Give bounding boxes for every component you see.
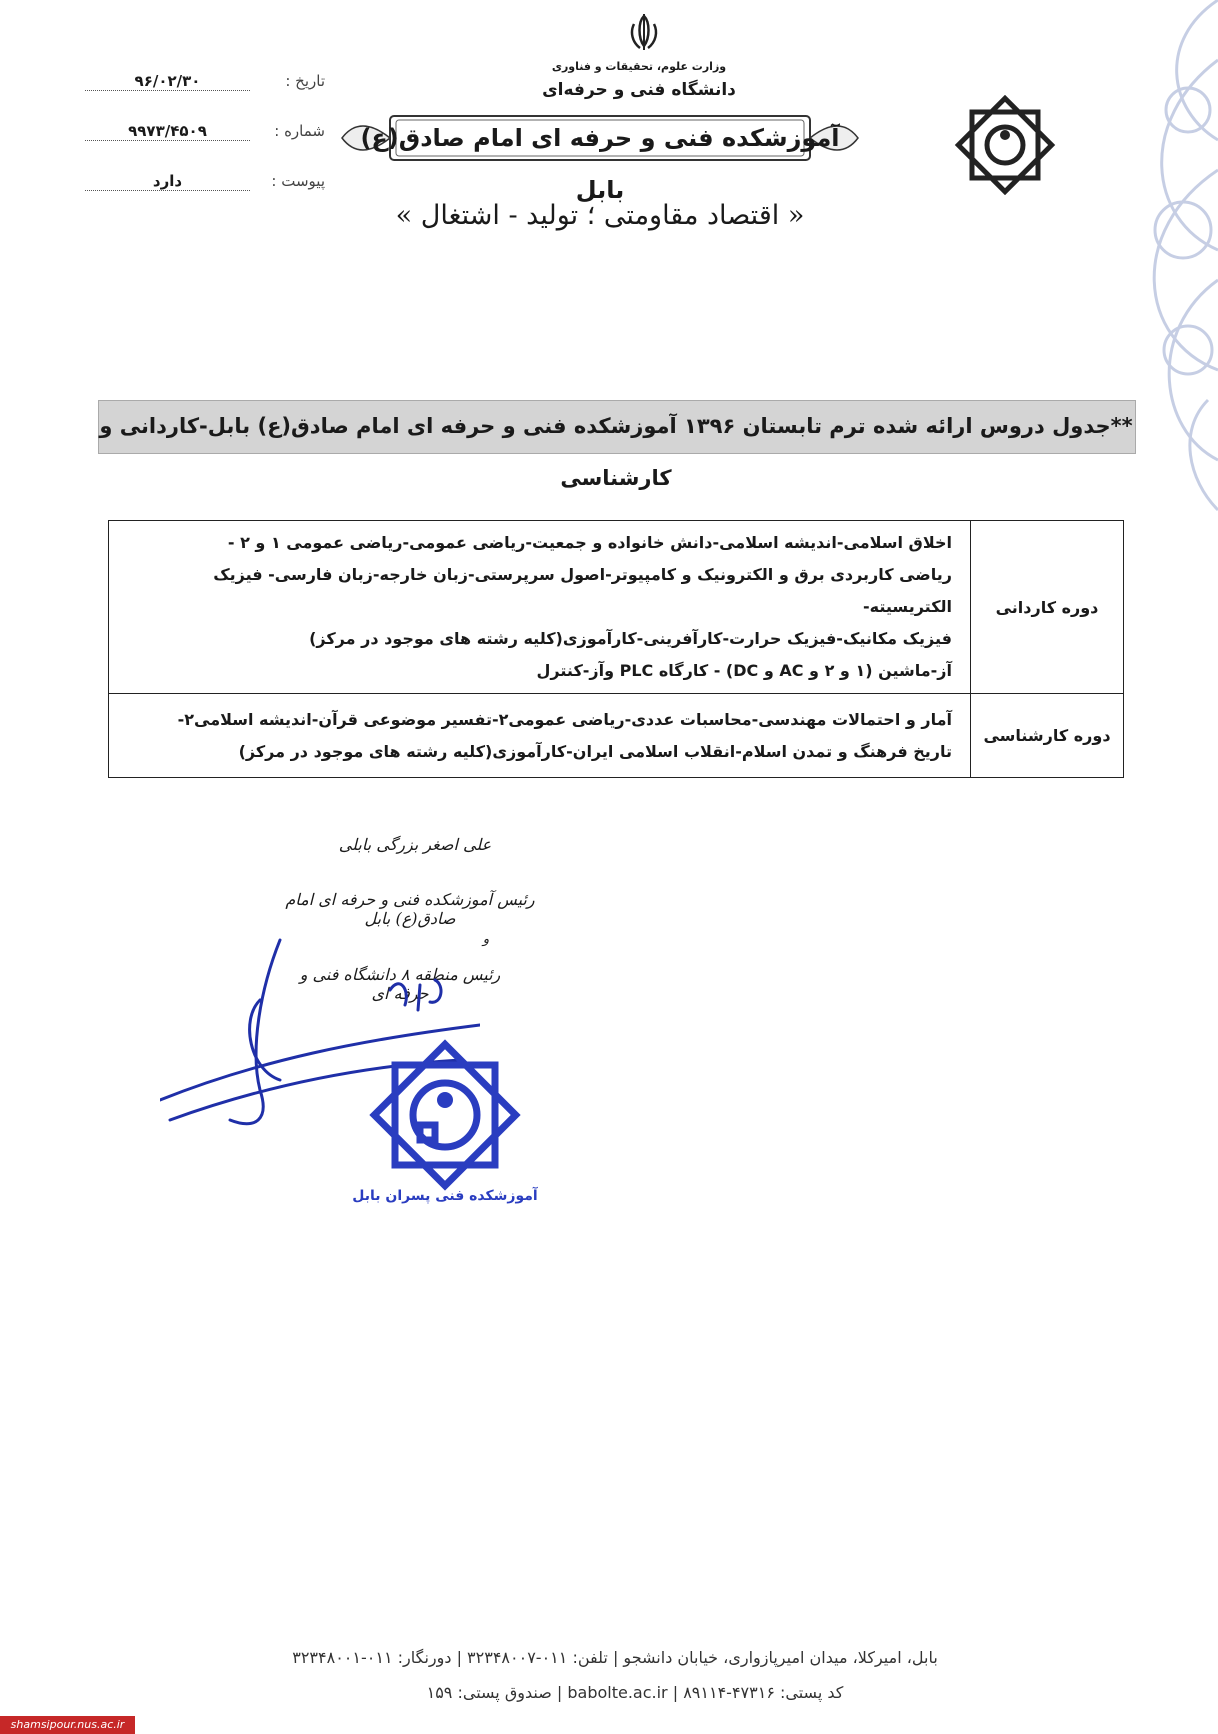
attachment-label: پیوست :	[271, 172, 325, 190]
course-line: ریاضی کاربردی برق و الکترونیک و کامپیوتر-اصول سرپرستی-زبان خارجه-زبان فارسی- فیزیک الکتریسیته-	[213, 565, 952, 616]
college-name: آموزشکده فنی و حرفه ای امام صادق(ع) بابل	[360, 124, 840, 204]
number-value: ۹۹۷۳/۴۵۰۹	[85, 122, 250, 141]
course-line: آمار و احتمالات مهندسی-محاسبات عددی-ریاضی عمومی۲-تفسیر موضوعی قرآن-اندیشه اسلامی۲-	[177, 709, 952, 729]
slogan: « اقتصاد مقاومتی ؛ تولید - اشتغال »	[395, 200, 805, 231]
number-field	[85, 122, 325, 148]
document-title: **جدول دروس ارائه شده ترم تابستان ۱۳۹۶ آموزشکده فنی و حرفه ای امام صادق(ع) بابل-کاردانی و کارشناسی	[99, 414, 1133, 490]
ministry-name: وزارت علوم، تحقیقات و فناوری	[551, 60, 727, 73]
stamp-text: آموزشکده فنی پسران بابل	[352, 1188, 538, 1204]
courses-cell	[109, 521, 971, 694]
course-line: فیزیک مکانیک-فیزیک حرارت-کارآفرینی-کارآموزی(کلیه رشته های موجود در مرکز)	[309, 629, 952, 648]
date-label: تاریخ :	[285, 72, 325, 90]
attachment-value: دارد	[85, 172, 250, 191]
signer-conjunction: و	[482, 932, 490, 947]
iran-emblem-icon	[628, 12, 660, 52]
course-line: آز-ماشین (۱ و ۲ و AC و DC) - کارگاه PLC وآز-کنترل	[536, 661, 952, 680]
university-name: دانشگاه فنی و حرفه‌ای	[542, 80, 736, 100]
courses-table	[108, 520, 1124, 778]
number-label: شماره :	[274, 122, 325, 140]
date-value: ۹۶/۰۲/۳۰	[85, 72, 250, 91]
official-stamp	[360, 1030, 530, 1200]
footer-postal: کد پستی: ۴۷۳۱۶-۸۹۱۱۴ | babolte.ac.ir | صندوق پستی: ۱۵۹	[426, 1683, 844, 1702]
course-line: اخلاق اسلامی-اندیشه اسلامی-دانش خانواده و جمعیت-ریاضی عمومی-ریاضی عمومی ۱ و ۲ -	[227, 533, 952, 552]
signer-role-1: رئیس آموزشکده فنی و حرفه ای امام صادق(ع) بابل	[285, 890, 535, 928]
table-row	[109, 521, 1124, 694]
college-logo-icon	[950, 95, 1060, 195]
level-cell: دوره کاردانی	[971, 521, 1124, 694]
date-field	[85, 72, 325, 98]
courses-cell	[109, 694, 971, 778]
signer-name: علی اصغر بزرگی بابلی	[338, 835, 492, 854]
table-row	[109, 694, 1124, 778]
attachment-field	[85, 172, 325, 198]
level-cell: دوره کارشناسی	[971, 694, 1124, 778]
signer-role-2: رئیس منطقه ۸ دانشگاه فنی و حرفه ای	[299, 965, 501, 1003]
watermark: shamsipour.nus.ac.ir	[0, 1716, 135, 1734]
course-line: تاریخ فرهنگ و تمدن اسلام-انقلاب اسلامی ایران-کارآموزی(کلیه رشته های موجود در مرکز)	[238, 741, 952, 761]
footer-address: بابل، امیرکلا، میدان امیرپازواری، خیابان دانشجو | تلفن: ۰۱۱-۳۲۳۴۸۰۰۷ | دورنگار: ۰۱۱-۳۲۳۴۸۰۰۱	[292, 1648, 938, 1667]
